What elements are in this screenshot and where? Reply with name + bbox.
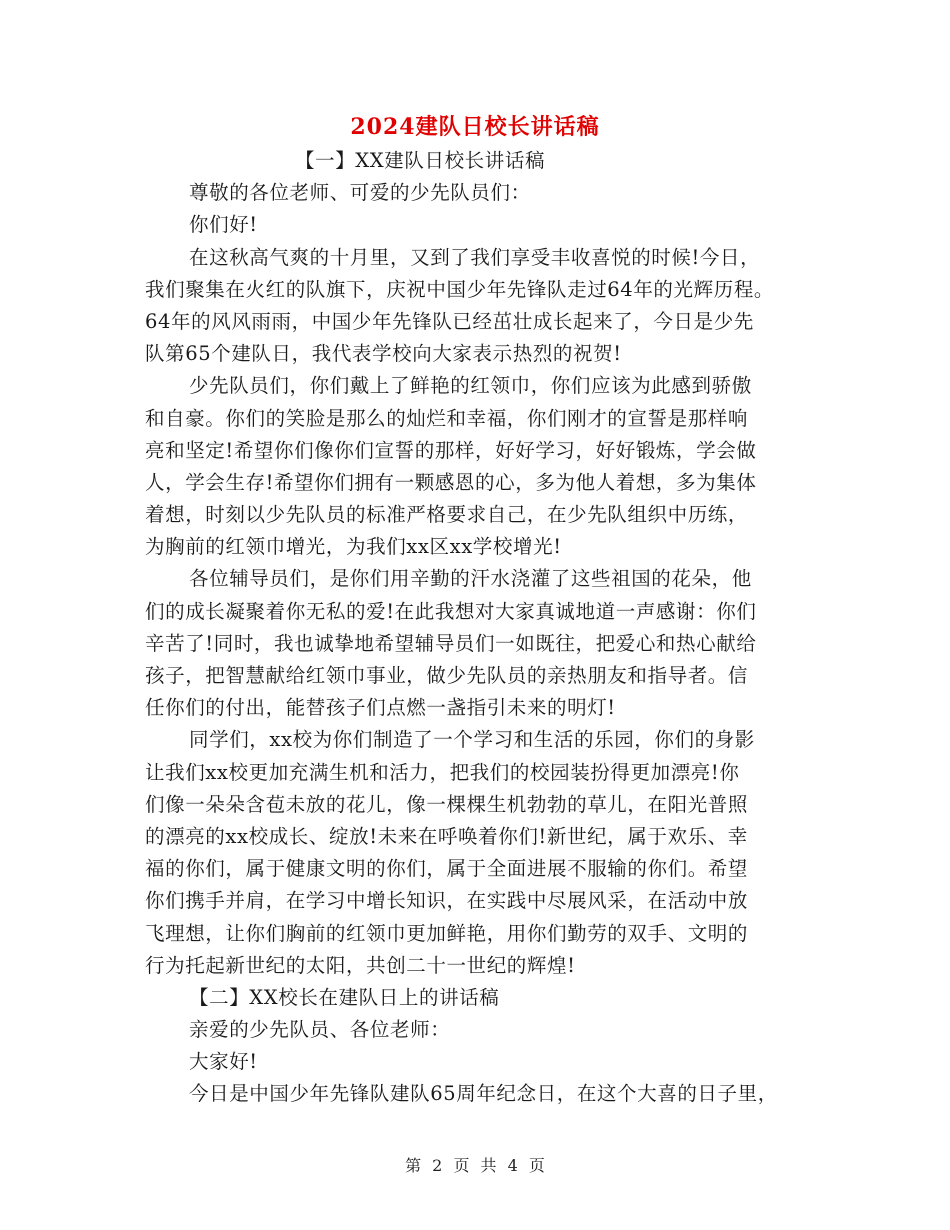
- text-line: 亮和坚定!希望你们像你们宣誓的那样，好好学习，好好锻炼，学会做: [145, 438, 757, 462]
- text-line: 行为托起新世纪的太阳，共创二十一世纪的辉煌!: [145, 953, 576, 977]
- text-line: 尊敬的各位老师、可爱的少先队员们：: [189, 181, 531, 205]
- text-line: 同学们，xx校为你们制造了一个学习和生活的乐园，你们的身影: [189, 728, 755, 752]
- text-line: 和自豪。你们的笑脸是那么的灿烂和幸福，你们刚才的宣誓是那样响: [145, 406, 749, 430]
- text-line: 们的成长凝聚着你无私的爱!在此我想对大家真诚地道一声感谢：你们: [145, 599, 757, 623]
- document-title: 2024建队日校长讲话稿: [350, 114, 600, 140]
- text-line: 少先队员们，你们戴上了鲜艳的红领巾，你们应该为此感到骄傲: [189, 374, 752, 398]
- text-line: 今日是中国少年先锋队建队65周年纪念日，在这个大喜的日子里，: [189, 1082, 778, 1106]
- text-line: 在这秋高气爽的十月里，又到了我们享受丰收喜悦的时候!今日，: [189, 245, 761, 269]
- text-line: 我们聚集在火红的队旗下，庆祝中国少年先锋队走过64年的光辉历程。: [145, 277, 775, 301]
- text-line: 的漂亮的xx校成长、绽放!未来在呼唤着你们!新世纪，属于欢乐、幸: [145, 824, 748, 848]
- document-body: [145, 145, 815, 1111]
- text-line: 任你们的付出，能替孩子们点燃一盏指引未来的明灯!: [145, 696, 616, 720]
- text-line: 孩子，把智慧献给红领巾事业，做少先队员的亲热朋友和指导者。信: [145, 664, 749, 687]
- text-line: 让我们xx校更加充满生机和活力，把我们的校园装扮得更加漂亮!你: [145, 760, 740, 784]
- text-line: 辛苦了!同时，我也诚挚地希望辅导员们一如既往，把爱心和热心献给: [145, 631, 757, 655]
- text-line: 64年的风风雨雨，中国少年先锋队已经茁壮成长起来了，今日是少先: [145, 309, 754, 333]
- text-line: 人，学会生存!希望你们拥有一颗感恩的心，多为他人着想，多为集体: [145, 470, 757, 494]
- text-line: 你们好!: [189, 213, 258, 237]
- text-line: 着想，时刻以少先队员的标准严格要求自己，在少先队组织中历练，: [145, 503, 749, 527]
- text-line: 你们携手并肩，在学习中增长知识，在实践中尽展风采，在活动中放: [145, 889, 749, 913]
- text-line: 为胸前的红领巾增光，为我们xx区xx学校增光!: [145, 535, 562, 559]
- text-line: 们像一朵朵含苞未放的花儿，像一棵棵生机勃勃的草儿，在阳光普照: [145, 792, 749, 816]
- text-line: 各位辅导员们，是你们用辛勤的汗水浇灌了这些祖国的花朵，他: [189, 567, 752, 591]
- text-line: 福的你们，属于健康文明的你们，属于全面进展不服输的你们。希望: [145, 857, 749, 881]
- section-heading: 【一】XX建队日校长讲话稿: [295, 149, 546, 172]
- page-footer: 第 2 页 共 4 页: [405, 1156, 545, 1175]
- text-line: 队第65个建队日，我代表学校向大家表示热烈的祝贺!: [145, 342, 622, 366]
- text-line: 【二】XX校长在建队日上的讲话稿: [189, 985, 500, 1009]
- text-line: 大家好!: [189, 1050, 258, 1074]
- text-line: 亲爱的少先队员、各位老师：: [189, 1018, 451, 1042]
- text-line: 飞理想，让你们胸前的红领巾更加鲜艳，用你们勤劳的双手、文明的: [145, 921, 749, 945]
